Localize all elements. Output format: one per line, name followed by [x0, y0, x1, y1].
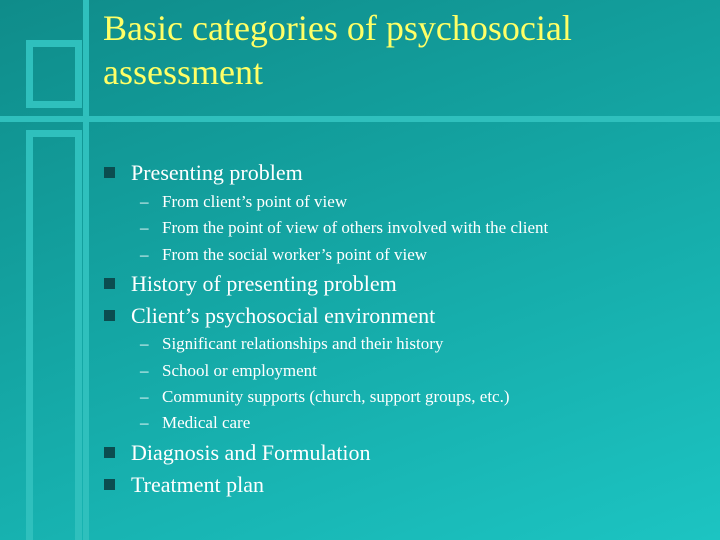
sub-bullet-item — [140, 245, 427, 265]
sub-bullet-item — [140, 334, 443, 354]
decorative-frame-top — [26, 40, 82, 108]
square-bullet-icon — [104, 167, 115, 178]
slide-title: Basic categories of psychosocial assessment — [103, 8, 572, 92]
dash-bullet: – — [140, 245, 149, 264]
decorative-horizontal-line — [0, 116, 720, 122]
bullet-item — [104, 472, 264, 498]
bullet-item — [104, 440, 371, 466]
decorative-frame-bottom — [26, 130, 82, 540]
bullet-item — [104, 271, 397, 297]
sub-bullet-item — [140, 192, 347, 212]
square-bullet-icon — [104, 447, 115, 458]
dash-bullet: – — [140, 387, 149, 406]
sub-bullet-item — [140, 218, 548, 238]
sub-bullet-item — [140, 361, 317, 381]
bullet-item — [104, 303, 435, 329]
sub-bullet-text: Community supports (church, support groups, etc.) — [162, 387, 510, 406]
square-bullet-icon — [104, 310, 115, 321]
sub-bullet-text: From the social worker’s point of view — [162, 245, 428, 264]
sub-bullet-text: From the point of view of others involved with the client — [162, 218, 549, 237]
bullet-text: History of presenting problem — [131, 271, 397, 296]
sub-bullet-text: From client’s point of view — [162, 192, 348, 211]
sub-bullet-item — [140, 413, 250, 433]
bullet-text: Client’s psychosocial environment — [131, 303, 436, 328]
dash-bullet: – — [140, 334, 149, 353]
dash-bullet: – — [140, 192, 149, 211]
bullet-text: Diagnosis and Formulation — [131, 440, 371, 465]
decorative-vertical-line — [83, 0, 89, 540]
sub-bullet-item — [140, 387, 510, 407]
bullet-text: Presenting problem — [131, 160, 303, 185]
dash-bullet: – — [140, 218, 149, 237]
sub-bullet-text: Significant relationships and their history — [162, 334, 444, 353]
square-bullet-icon — [104, 278, 115, 289]
bullet-text: Treatment plan — [131, 472, 264, 497]
bullet-item — [104, 160, 303, 186]
dash-bullet: – — [140, 413, 149, 432]
sub-bullet-text: Medical care — [162, 413, 251, 432]
dash-bullet: – — [140, 361, 149, 380]
square-bullet-icon — [104, 479, 115, 490]
sub-bullet-text: School or employment — [162, 361, 317, 380]
